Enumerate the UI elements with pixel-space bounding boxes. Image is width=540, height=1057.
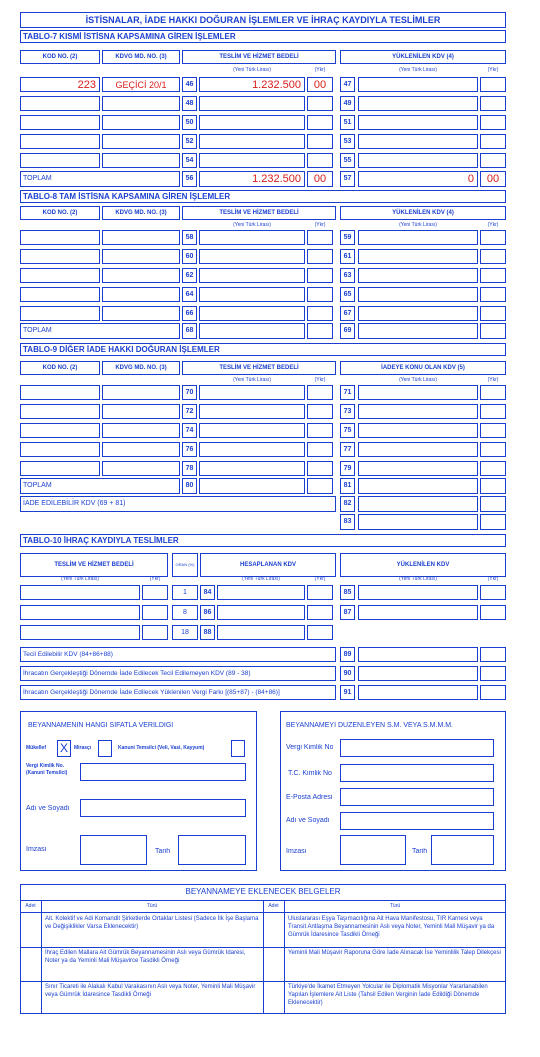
- tarih-box-right[interactable]: [431, 835, 494, 865]
- t9-total-label: TOPLAM: [20, 478, 180, 494]
- t9-kdv-cell[interactable]: [102, 385, 180, 400]
- t8-right-num: 59: [340, 230, 355, 245]
- eposta-label-right: E-Posta Adresi: [286, 794, 333, 801]
- t8-ykr-cell[interactable]: [307, 268, 333, 283]
- t8-left-num: 64: [182, 287, 197, 302]
- t9-ytl-cell[interactable]: [199, 423, 305, 438]
- t9-kdv-cell[interactable]: [102, 423, 180, 438]
- imza-box-right[interactable]: [340, 835, 406, 865]
- adi-label-right: Adı ve Soyadı: [286, 817, 330, 824]
- t10-unit-ykr: (Ykr): [149, 576, 161, 582]
- t7-ykr-cell[interactable]: [307, 115, 333, 130]
- t7-left-num: 46: [182, 77, 197, 92]
- doc-item-left: İhraç Edilen Mallara Ait Gümrük Beyannamesinin Aslı veya Gümrük Idaresi, Noter ya da Yeminli Mali Müşavirce Tasdikli Örneği: [45, 950, 246, 964]
- t9-r-ytl-cell[interactable]: [358, 423, 478, 438]
- eposta-input-right[interactable]: [340, 788, 494, 806]
- tckn-input-right[interactable]: [340, 764, 494, 782]
- t10-yuk-ytl[interactable]: [358, 605, 478, 620]
- t9-unit-ykr: (Ykr): [314, 377, 326, 383]
- t10-yuk-ykr[interactable]: [480, 585, 506, 600]
- t9-left-num: 72: [182, 404, 197, 419]
- t9-r-ykr-cell[interactable]: [480, 385, 506, 400]
- t8-unit-ytl-r: (Yeni Türk Lirası): [399, 222, 437, 228]
- t7-total-ytl[interactable]: 1.232.500: [199, 171, 305, 187]
- t7-ytl-cell[interactable]: [199, 153, 305, 168]
- t10-hes-ykr[interactable]: [307, 625, 333, 640]
- t10-header-yuklenilen: YÜKLENİLEN KDV: [340, 553, 506, 577]
- doc-item-right: Türkiye'de İkamet Etmeyen Yolcular ile Diplomatik Misyonlar Yararlanabilen Yapılan İşlemlere Ait Liste (Tahsil Edilen Verginin İade Edildiği Dönemde Eklenecektir): [288, 984, 488, 1006]
- docs-adet-right: Adet: [268, 903, 279, 909]
- t7-r-ytl-cell[interactable]: [358, 134, 478, 149]
- doc-row-divider-right: [263, 947, 506, 948]
- t7-total-left-num: 56: [182, 171, 197, 187]
- t9-left-num: 78: [182, 461, 197, 476]
- t8-section-title: TABLO-8 TAM İSTİSNA KAPSAMINA GİREN İŞLEMLER: [20, 190, 506, 203]
- t7-ytl-cell[interactable]: 1.232.500: [199, 77, 305, 92]
- t7-total-r-ykr[interactable]: 00: [480, 171, 506, 187]
- doc-row-divider-left: [20, 947, 263, 948]
- tarih-box-left[interactable]: [178, 835, 246, 865]
- t8-kdv-cell[interactable]: [102, 249, 180, 264]
- t7-kod-cell[interactable]: [20, 153, 100, 168]
- t9-left-num: 70: [182, 385, 197, 400]
- bottom-row-ykr[interactable]: [480, 647, 506, 662]
- t8-kod-cell[interactable]: [20, 306, 100, 321]
- vkn-label-right: Vergi Kimlik No: [286, 744, 334, 751]
- t7-section-title: TABLO-7 KISMİ İSTİSNA KAPSAMINA GİREN İŞLEMLER: [20, 30, 506, 43]
- bottom-row-label: Tecil Edilebilir KDV (84+86+88): [20, 647, 336, 662]
- vkn-input-left[interactable]: [80, 763, 246, 781]
- t8-total-ytl[interactable]: [199, 323, 305, 339]
- t10-hes-ykr[interactable]: [307, 585, 333, 600]
- t10-teslim-ykr[interactable]: [142, 605, 168, 620]
- t9-total-left-num: 80: [182, 478, 197, 494]
- t8-unit-ytl: (Yeni Türk Lirası): [233, 222, 271, 228]
- t8-r-ytl-cell[interactable]: [358, 268, 478, 283]
- imza-label-left: İmzası: [26, 846, 47, 853]
- bottom-row-num: 89: [340, 647, 355, 662]
- t10-yuk-num: 85: [340, 585, 355, 600]
- t7-ykr-cell[interactable]: [307, 153, 333, 168]
- t7-r-ykr-cell[interactable]: [480, 96, 506, 111]
- sign-left-title: BEYANNAMENİN HANGİ SIFATLA VERİLDİĞİ: [28, 722, 174, 729]
- t9-left-num: 74: [182, 423, 197, 438]
- kanuni-label: Kanuni Temsilci (Veli, Vasi, Kayyum): [118, 745, 205, 751]
- doc-item-right: Yeminli Mali Müşavir Raporuna Göre İade Alınacak İse Yeminlilik Talep Dilekçesi: [288, 950, 501, 956]
- mirasci-checkbox[interactable]: [98, 740, 112, 757]
- t9-total-ytl[interactable]: [199, 478, 305, 494]
- t8-ykr-cell[interactable]: [307, 306, 333, 321]
- tarih-label-left: Tarih: [155, 848, 171, 855]
- t9-kod-cell[interactable]: [20, 461, 100, 476]
- t8-r-ytl-cell[interactable]: [358, 306, 478, 321]
- t9-kdv-cell[interactable]: [102, 461, 180, 476]
- t9-ykr-cell[interactable]: [307, 423, 333, 438]
- t10-header-teslim: TESLİM VE HİZMET BEDELİ: [20, 553, 168, 577]
- doc-row-divider-left: [20, 981, 263, 982]
- t9-r-ytl-cell[interactable]: [358, 404, 478, 419]
- t8-total-ykr[interactable]: [307, 323, 333, 339]
- t9-ytl-cell[interactable]: [199, 442, 305, 457]
- t10-teslim-ykr[interactable]: [142, 585, 168, 600]
- t8-right-num: 67: [340, 306, 355, 321]
- t8-total-r-ykr[interactable]: [480, 323, 506, 339]
- t10-yuk-ytl[interactable]: [358, 585, 478, 600]
- t10-teslim-ytl[interactable]: [20, 585, 140, 600]
- t9-r-ykr-cell[interactable]: [480, 461, 506, 476]
- t9-right-num: 77: [340, 442, 355, 457]
- t7-right-num: 49: [340, 96, 355, 111]
- t9-r-ykr-cell[interactable]: [480, 442, 506, 457]
- mirasci-label: Mirasçı: [74, 745, 92, 751]
- t7-ytl-cell[interactable]: [199, 96, 305, 111]
- t7-kod-cell[interactable]: [20, 115, 100, 130]
- t10-unit-ytl-y: (Yeni Türk Lirası): [399, 576, 437, 582]
- t9-r-ytl-cell[interactable]: [358, 461, 478, 476]
- t9-r-ytl-cell[interactable]: [358, 442, 478, 457]
- t9-header-iadeye: İADEYE KONU OLAN KDV (5): [340, 361, 506, 375]
- t9-header-kod: KOD NO. (2): [20, 361, 100, 375]
- t10-hes-num: 84: [200, 585, 215, 600]
- t8-ykr-cell[interactable]: [307, 230, 333, 245]
- t7-left-num: 48: [182, 96, 197, 111]
- t7-right-num: 51: [340, 115, 355, 130]
- t7-right-num: 55: [340, 153, 355, 168]
- t7-r-ykr-cell[interactable]: [480, 153, 506, 168]
- bottom-row-num: 91: [340, 685, 355, 700]
- t8-r-ykr-cell[interactable]: [480, 287, 506, 302]
- form-title: İSTİSNALAR, İADE HAKKI DOĞURAN İŞLEMLER VE İHRAÇ KAYDIYLA TESLİMLER: [85, 15, 441, 25]
- t7-header-kdv: KDVG MD. NO. (3): [102, 50, 180, 64]
- t9-r-ykr-cell[interactable]: [480, 404, 506, 419]
- row83-ykr[interactable]: [480, 514, 506, 530]
- t7-kdv-cell[interactable]: GEÇİCİ 20/1: [102, 77, 180, 92]
- t10-unit-ykr-y: (Ykr): [487, 576, 499, 582]
- doc-item-left: Sınır Ticareti ile Alakalı Kabul Varakasının Aslı veya Noter, Yeminli Mali Müşavir veya Gümrük İdaresince Tasdikli Örneği: [45, 984, 256, 998]
- t9-kod-cell[interactable]: [20, 442, 100, 457]
- t9-ykr-cell[interactable]: [307, 404, 333, 419]
- t7-kdv-cell[interactable]: [102, 153, 180, 168]
- t8-kdv-cell[interactable]: [102, 230, 180, 245]
- t10-yuk-num: 87: [340, 605, 355, 620]
- row83-ytl[interactable]: [358, 514, 478, 530]
- t7-unit-ykr: (Ykr): [314, 67, 326, 73]
- t10-unit-ytl-h: (Yeni Türk Lirası): [242, 576, 280, 582]
- t7-kdv-cell[interactable]: [102, 134, 180, 149]
- mukellef-label: Mükellef: [26, 745, 47, 751]
- t10-rate: 18: [172, 625, 198, 640]
- t8-total-r-ytl[interactable]: [358, 323, 478, 339]
- adi-input-left[interactable]: [80, 799, 246, 817]
- t9-unit-ytl: (Yeni Türk Lirası): [233, 377, 271, 383]
- t9-unit-ytl-r: (Yeni Türk Lirası): [399, 377, 437, 383]
- t9-r-ykr-cell[interactable]: [480, 423, 506, 438]
- docs-adet-left: Adet: [25, 903, 36, 909]
- t8-ytl-cell[interactable]: [199, 287, 305, 302]
- t9-kod-cell[interactable]: [20, 385, 100, 400]
- t8-r-ytl-cell[interactable]: [358, 287, 478, 302]
- t8-r-ytl-cell[interactable]: [358, 249, 478, 264]
- t7-unit-ytl: (Yeni Türk Lirası): [233, 67, 271, 73]
- bottom-row-ytl[interactable]: [358, 685, 478, 700]
- doc-item-right: Uluslararası Eşya Taşımacılığına Ait Hava Manifestosu, TIR Karnesi veya Transit Antlaşma Beyannamesinin Aslı veya Noter, Yeminli Mali Müşavir ya da Gümrük İdaresince Tasdikli Örneği: [288, 916, 495, 938]
- t8-ytl-cell[interactable]: [199, 230, 305, 245]
- bottom-row-label: İhracatın Gerçekleştiği Dönemde İade Edilecek Tecil Edilemeyen KDV (89 - 38): [20, 666, 336, 681]
- t10-yuk-ykr[interactable]: [480, 605, 506, 620]
- t7-r-ykr-cell[interactable]: [480, 115, 506, 130]
- t8-header-kdv: KDVG MD. NO. (3): [102, 206, 180, 220]
- t7-unit-ykr-r: (Ykr): [487, 67, 499, 73]
- t9-right-num: 75: [340, 423, 355, 438]
- t8-unit-ykr: (Ykr): [314, 222, 326, 228]
- t7-ytl-cell[interactable]: [199, 115, 305, 130]
- imza-box-left[interactable]: [80, 835, 147, 865]
- form-title-box: [20, 12, 506, 28]
- t8-kod-cell[interactable]: [20, 249, 100, 264]
- t8-left-num: 58: [182, 230, 197, 245]
- t7-total-right-num: 57: [340, 171, 355, 187]
- t10-hes-ytl[interactable]: [217, 625, 305, 640]
- t7-kod-cell[interactable]: [20, 96, 100, 111]
- t7-kdv-cell[interactable]: [102, 115, 180, 130]
- t9-kdv-cell[interactable]: [102, 442, 180, 457]
- t8-header-teslim: TESLİM VE HİZMET BEDELİ: [182, 206, 336, 220]
- t10-teslim-ytl[interactable]: [20, 605, 140, 620]
- t9-ykr-cell[interactable]: [307, 461, 333, 476]
- t10-hes-ytl[interactable]: [217, 585, 305, 600]
- t9-section-title: TABLO-9 DİĞER İADE HAKKI DOĞURAN İŞLEMLER: [20, 343, 506, 356]
- t10-rate: 1: [172, 585, 198, 600]
- t10-section-title: TABLO-10 İHRAÇ KAYDIYLA TESLİMLER: [20, 534, 506, 547]
- t9-kod-cell[interactable]: [20, 404, 100, 419]
- t9-ytl-cell[interactable]: [199, 385, 305, 400]
- t9-total-right-num: 81: [340, 478, 355, 494]
- t7-left-num: 50: [182, 115, 197, 130]
- t7-kdv-cell[interactable]: [102, 96, 180, 111]
- t7-total-label: TOPLAM: [20, 171, 180, 187]
- t8-left-num: 66: [182, 306, 197, 321]
- t8-kod-cell[interactable]: [20, 287, 100, 302]
- t8-left-num: 60: [182, 249, 197, 264]
- t9-ykr-cell[interactable]: [307, 385, 333, 400]
- tckn-label-right: T.C. Kimlik No: [288, 770, 332, 777]
- t7-ykr-cell[interactable]: [307, 134, 333, 149]
- t7-right-num: 53: [340, 134, 355, 149]
- vkn-input-right[interactable]: [340, 739, 494, 757]
- t7-total-ykr[interactable]: 00: [307, 171, 333, 187]
- t8-left-num: 62: [182, 268, 197, 283]
- t8-ytl-cell[interactable]: [199, 249, 305, 264]
- t10-hes-num: 86: [200, 605, 215, 620]
- t7-total-r-ytl[interactable]: 0: [358, 171, 478, 187]
- t9-ytl-cell[interactable]: [199, 404, 305, 419]
- tarih-label-right: Tarih: [412, 848, 428, 855]
- t9-total-ykr[interactable]: [307, 478, 333, 494]
- t8-r-ykr-cell[interactable]: [480, 306, 506, 321]
- mukellef-checkbox[interactable]: X: [57, 740, 71, 757]
- t8-kod-cell[interactable]: [20, 230, 100, 245]
- docs-turu-right: Türü: [389, 903, 401, 909]
- docs-mid-divider: [263, 900, 264, 1014]
- t7-header-kod: KOD NO. (2): [20, 50, 100, 64]
- t10-unit-ytl: (Yeni Türk Lirası): [61, 576, 99, 582]
- t8-total-left-num: 68: [182, 323, 197, 339]
- adi-label-left: Adı ve Soyadı: [26, 805, 70, 812]
- t8-r-ykr-cell[interactable]: [480, 268, 506, 283]
- t8-ytl-cell[interactable]: [199, 306, 305, 321]
- t8-kdv-cell[interactable]: [102, 287, 180, 302]
- bottom-row-ytl[interactable]: [358, 647, 478, 662]
- t8-ytl-cell[interactable]: [199, 268, 305, 283]
- bottom-row-num: 90: [340, 666, 355, 681]
- bottom-row-ykr[interactable]: [480, 685, 506, 700]
- vkn-label-left: Vergi Kimlik No. (Kanuni Temsilci): [26, 763, 68, 776]
- t7-kod-cell[interactable]: 223: [20, 77, 100, 92]
- doc-item-left: Ait. Kolektif ve Adi Komandit Şirketlerde Ortaklar Listesi (Sadece İlk İşe Başlama ve Değişiklikler Varsa Eklenecektir): [45, 916, 259, 930]
- t8-r-ykr-cell[interactable]: [480, 230, 506, 245]
- t9-ykr-cell[interactable]: [307, 442, 333, 457]
- t9-right-num: 73: [340, 404, 355, 419]
- docs-turu-left: Türü: [146, 903, 158, 909]
- t8-header-kod: KOD NO. (2): [20, 206, 100, 220]
- t7-header-yuklenilen: YÜKLENİLEN KDV (4): [340, 50, 506, 64]
- t10-header-oran: ORAN (%): [172, 553, 198, 577]
- t7-r-ytl-cell[interactable]: [358, 96, 478, 111]
- t8-r-ykr-cell[interactable]: [480, 249, 506, 264]
- imza-label-right: İmzası: [286, 848, 307, 855]
- t10-teslim-ytl[interactable]: [20, 625, 140, 640]
- t9-right-num: 71: [340, 385, 355, 400]
- t9-unit-ykr-r: (Ykr): [487, 377, 499, 383]
- t7-left-num: 54: [182, 153, 197, 168]
- bottom-row-ytl[interactable]: [358, 666, 478, 681]
- doc-row-divider-right: [263, 981, 506, 982]
- row83-num: 83: [340, 514, 355, 530]
- t8-right-num: 63: [340, 268, 355, 283]
- t7-kod-cell[interactable]: [20, 134, 100, 149]
- t9-ytl-cell[interactable]: [199, 461, 305, 476]
- t9-total-r-ytl[interactable]: [358, 478, 478, 494]
- t10-hes-num: 88: [200, 625, 215, 640]
- t7-r-ykr-cell[interactable]: [480, 134, 506, 149]
- t8-right-num: 65: [340, 287, 355, 302]
- t7-left-num: 52: [182, 134, 197, 149]
- t7-ykr-cell[interactable]: [307, 96, 333, 111]
- t7-unit-ytl-r: (Yeni Türk Lirası): [399, 67, 437, 73]
- t8-total-right-num: 69: [340, 323, 355, 339]
- t7-ytl-cell[interactable]: [199, 134, 305, 149]
- t7-r-ytl-cell[interactable]: [358, 77, 478, 92]
- iade-edilebilir-ytl[interactable]: [358, 496, 478, 512]
- t8-total-label: TOPLAM: [20, 323, 180, 339]
- t7-ykr-cell[interactable]: 00: [307, 77, 333, 92]
- t8-unit-ykr-r: (Ykr): [487, 222, 499, 228]
- t10-teslim-ykr[interactable]: [142, 625, 168, 640]
- bottom-row-ykr[interactable]: [480, 666, 506, 681]
- docs-title: BEYANNAMEYE EKLENECEK BELGELER: [185, 887, 341, 896]
- t10-unit-ykr-h: (Ykr): [314, 576, 326, 582]
- adi-input-right[interactable]: [340, 812, 494, 830]
- t7-r-ytl-cell[interactable]: [358, 153, 478, 168]
- iade-edilebilir-label: İADE EDİLEBİLİR KDV (69 + 81): [20, 496, 336, 512]
- sign-right-title: BEYANNAMEYİ DÜZENLEYEN S.M. VEYA S.M.M.M.: [286, 722, 453, 729]
- t10-hes-ytl[interactable]: [217, 605, 305, 620]
- t10-hes-ykr[interactable]: [307, 605, 333, 620]
- t8-ykr-cell[interactable]: [307, 249, 333, 264]
- t8-kdv-cell[interactable]: [102, 268, 180, 283]
- t9-total-r-ykr[interactable]: [480, 478, 506, 494]
- t9-right-num: 79: [340, 461, 355, 476]
- t9-r-ytl-cell[interactable]: [358, 385, 478, 400]
- t9-kod-cell[interactable]: [20, 423, 100, 438]
- iade-edilebilir-num: 82: [340, 496, 355, 512]
- t7-header-teslim: TESLİM VE HİZMET BEDELİ: [182, 50, 336, 64]
- t9-header-teslim: TESLİM VE HİZMET BEDELİ: [182, 361, 336, 375]
- iade-edilebilir-ykr[interactable]: [480, 496, 506, 512]
- bottom-row-label: İhracatın Gerçekleştiği Dönemde İade Edilecek Yüklenilen Vergi Farkı [(85+87) - (84+86)]: [20, 685, 336, 700]
- t7-right-num: 47: [340, 77, 355, 92]
- t10-header-hesaplanan: HESAPLANAN KDV: [200, 553, 336, 577]
- t8-kod-cell[interactable]: [20, 268, 100, 283]
- kanuni-checkbox[interactable]: [231, 740, 245, 757]
- t8-header-yuklenilen: YÜKLENİLEN KDV (4): [340, 206, 506, 220]
- t7-r-ykr-cell[interactable]: [480, 77, 506, 92]
- t7-r-ytl-cell[interactable]: [358, 115, 478, 130]
- t8-right-num: 61: [340, 249, 355, 264]
- t9-header-kdv: KDVG MD. NO. (3): [102, 361, 180, 375]
- t8-ykr-cell[interactable]: [307, 287, 333, 302]
- t8-kdv-cell[interactable]: [102, 306, 180, 321]
- t9-left-num: 76: [182, 442, 197, 457]
- t8-r-ytl-cell[interactable]: [358, 230, 478, 245]
- t9-kdv-cell[interactable]: [102, 404, 180, 419]
- t10-rate: 8: [172, 605, 198, 620]
